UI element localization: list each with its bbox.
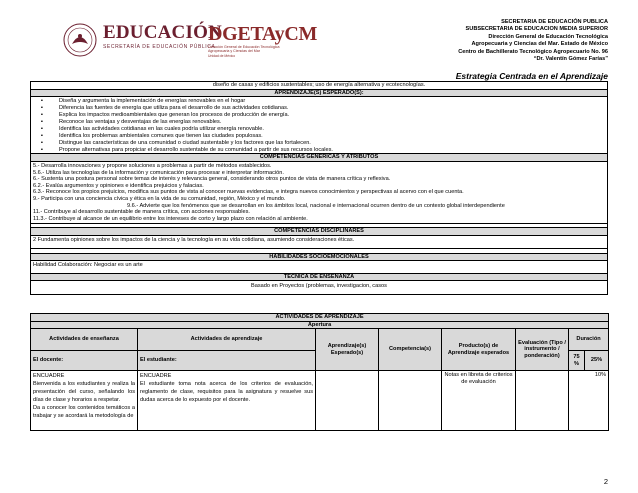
docente-activity: ENCUADRE Bienvenida a los estudiantes y realiza la presentación del curso, señalando los días de clase y horarios a respetar. Da a conocer los contenidos temáticos a trabajar y se acordará la metodología de [31, 371, 138, 431]
col-duracion: Duración [569, 329, 609, 351]
list-item: 11.- Contribuye al desarrollo sustentable de manera crítica, con acciones responsables. [33, 209, 250, 216]
col-competencias: Competencia(s) [379, 329, 442, 371]
list-item: ▪ Distingue las características de una comunidad o ciudad sustentable y los factores que las fortalecen. [59, 140, 605, 147]
institution-block [458, 19, 608, 63]
mexico-seal-icon [62, 22, 98, 58]
genericas-cell [31, 162, 608, 224]
duracion-cell: 10% [569, 371, 609, 431]
apertura-label: Apertura [31, 321, 609, 329]
list-item: 6.- Sustenta una postura personal sobre temas de interés y relevancia general, considerando otros puntos de vista de manera crítica y reflexiva. [33, 176, 391, 183]
institution-line: Agropecuaria y Ciencias del Mar. Estado de México [471, 41, 608, 48]
educacion-logo-text: EDUCACIÓN [103, 22, 222, 43]
col-ensenanza: Actividades de enseñanza [31, 329, 138, 351]
competencies-table [30, 81, 608, 295]
evaluacion-cell [516, 371, 569, 431]
strategy-title: Estrategia Centrada en el Aprendizaje [455, 71, 608, 81]
page-number: 2 [603, 477, 608, 486]
aprendizajes-list [33, 98, 605, 153]
institution-line: Dirección General de Educación Tecnológica [488, 33, 608, 40]
activities-table [30, 313, 609, 431]
list-item: 11.3.- Contribuye al alcance de un equilibrio entre los intereses de corto y largo plazo con relación al ambiente. [33, 215, 308, 222]
dgeta-logo-subtext: Dirección General de Educación Tecnológica Agropecuaria y Ciencias del Mar [208, 45, 280, 53]
dgeta-logo-mini: Unidad de México [208, 54, 236, 58]
col-aprendizajes-esperados: Aprendizaje(s) Esperado(s) [316, 329, 379, 371]
docente-label: El docente: [31, 351, 138, 371]
institution-line: “Dr. Valentín Gómez Farías” [533, 56, 608, 63]
dgeta-logo-text: DGETAyCM [208, 23, 318, 45]
tecnica-header: TECNICA DE ENSEÑANZA [31, 273, 608, 281]
list-item: ▪ Explica los impactos medioambientales que generan los procesos de producción de energía. [59, 112, 605, 119]
list-item: ▪ Diseña y argumenta la implementación de energías renovables en el hogar [59, 98, 605, 105]
list-item: ▪ Identifica los problemas ambientales comunes que tienen las ciudades populosas. [59, 133, 605, 140]
competencias-cell [379, 371, 442, 431]
list-item: 9.6.- Advierte que los fenómenos que se desarrollan en los ámbitos local, nacional e internacional ocurren dentro de un contexto global interdependiente [127, 202, 505, 209]
list-item: ▪ Diferencia las fuentes de energía que utiliza para el desarrollo de sus actividades cotidianas. [59, 105, 605, 112]
institution-line: Centro de Bachillerato Tecnológico Agropecuario No. 96 [458, 48, 608, 55]
institution-line: SECRETARIA DE EDUCACIÓN PUBLICA [501, 19, 608, 25]
col-aprendizaje: Actividades de aprendizaje [138, 329, 316, 351]
socio-header: HABILIDADES SOCIOEMOCIONALES [31, 253, 608, 261]
list-item: ▪ Reconoce las ventajas y desventajas de las energías renovables. [59, 119, 605, 126]
estudiante-label: El estudiante: [138, 351, 316, 371]
list-item: 5.- Desarrolla innovaciones y propone soluciones a problemas a partir de métodos establecidos. [33, 163, 272, 170]
tecnica-text: Basado en Proyectos (problemas, investigacion, casos [31, 281, 608, 295]
list-item: 9.- Participa con una conciencia cívica y ética en la vida de su comunidad, región, México y el mundo. [33, 196, 286, 202]
list-item: 6.3.- Reconoce los propios prejuicios, modifica sus puntos de vista al conocer nuevas evidencias, e integra nuevos conocimientos y perspectivas al acervo con el que cuenta. [33, 189, 464, 196]
aprendizajes-esperados-cell [316, 371, 379, 431]
col-productos: Producto(s) de Aprendizaje esperados [442, 329, 516, 371]
duracion-min: 75 % [569, 351, 585, 371]
disciplinares-header: COMPETENCIAS DISCIPLINARES [31, 228, 608, 236]
disciplinares-text: 2 Fundamenta opiniones sobre los impactos de la ciencia y la tecnología en su vida cotidiana, asumiendo consideraciones éticas. [31, 235, 608, 248]
list-item: ▪ Propone alternativas para propiciar el desarrollo sustentable de su comunidad a partir de sus recursos locales. [59, 147, 605, 154]
productos-cell: Notas en libreta de criterios de evaluación [442, 371, 516, 431]
genericas-header: COMPETENCIAS GENÉRICAS Y ATRIBUTOS [31, 154, 608, 162]
list-item: 5.6.- Utiliza las tecnologías de la información y comunicación para procesar e interpretar información. [33, 169, 284, 176]
duracion-pct: 25% [585, 351, 609, 371]
socio-text: Habilidad Colaboración: Negociar es un arte [31, 261, 608, 274]
educacion-logo-subtext: SECRETARÍA DE EDUCACIÓN PÚBLICA [103, 44, 216, 50]
intro-line: diseño de casas y edificios sustentables; uso de energía alternativa y ecotecnologías. [31, 82, 608, 90]
aprendizajes-header: APRENDIZAJE(S) ESPERADO(S): [31, 89, 608, 97]
estudiante-activity: ENCUADRE El estudiante toma nota acerca de los criterios de evaluación, reglamento de clase, requisitos para la asignatura y resuelve sus dudas acerca de lo expuesto por el docente. [138, 371, 316, 431]
institution-line: SUBSECRETARIA DE EDUCACION MEDIA SUPERIOR [465, 26, 608, 33]
aprendizajes-cell [31, 97, 608, 154]
list-item: 6.2.- Evalúa argumentos y opiniones e identifica prejuicios y falacias. [33, 182, 204, 189]
list-item: ▪ Identifica las actividades cotidianas en las cuales podría utilizar energía renovable. [59, 126, 605, 133]
col-evaluacion: Evaluación (Tipo / instrumento / ponderación) [516, 329, 569, 371]
activities-title: ACTIVIDADES DE APRENDIZAJE [31, 314, 609, 322]
